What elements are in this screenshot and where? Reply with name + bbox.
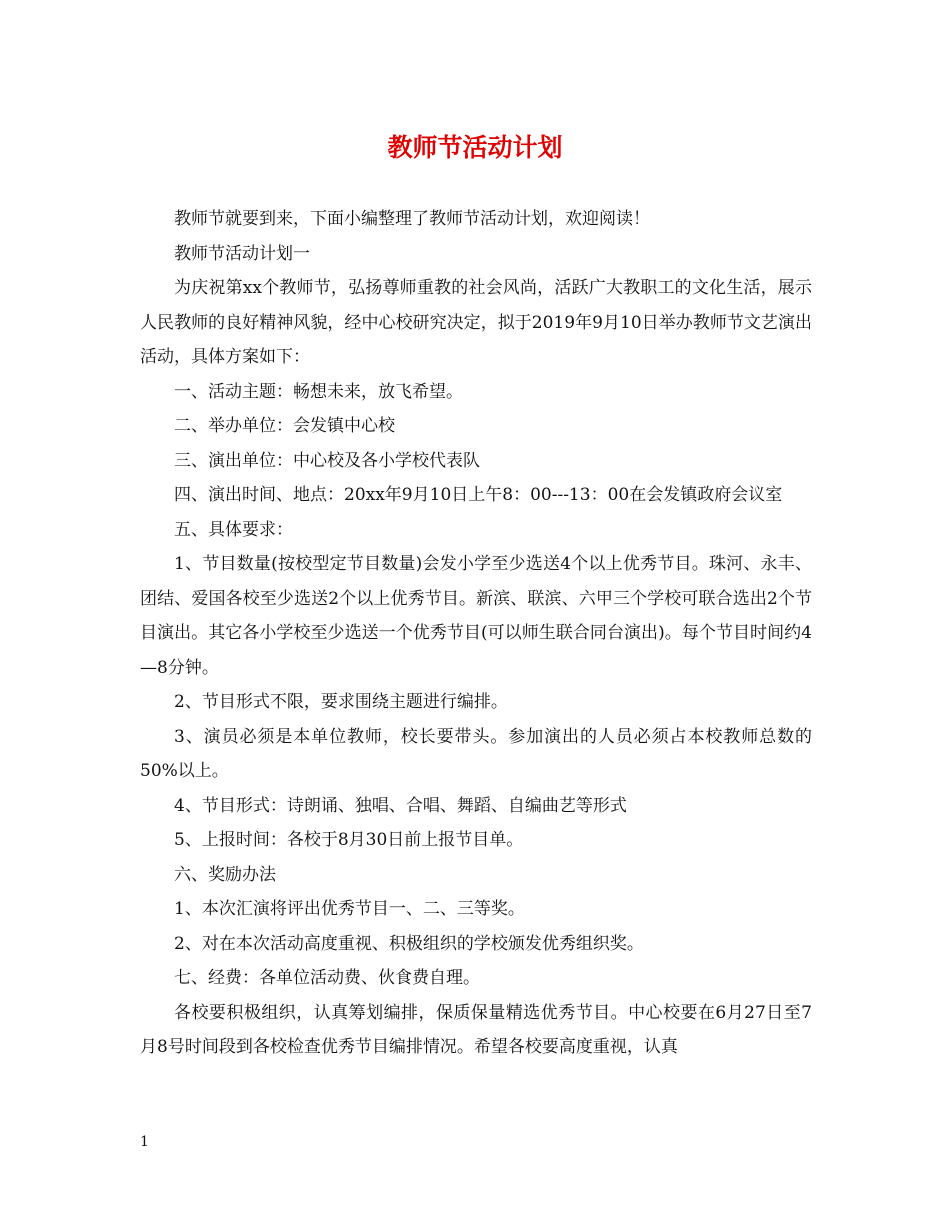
paragraph: 各校要积极组织，认真筹划编排，保质保量精选优秀节目。中心校要在6月27日至7月8号时间段到各校检查优秀节目编排情况。希望各校要高度重视，认真 [140, 1002, 812, 1057]
paragraph: 3、演员必须是本单位教师，校长要带头。参加演出的人员必须占本校教师总数的50%以上。 [140, 726, 812, 781]
document-body [140, 202, 812, 1065]
paragraph: 为庆祝第xx个教师节，弘扬尊师重教的社会风尚，活跃广大教职工的文化生活，展示人民教师的良好精神风貌，经中心校研究决定，拟于2019年9月10日举办教师节文艺演出活动，具体方案如下： [140, 278, 812, 367]
document-title: 教师节活动计划 [387, 133, 563, 162]
paragraph: 5、上报时间：各校于8月30日前上报节目单。 [174, 830, 524, 850]
paragraph: 教师节活动计划一 [174, 243, 310, 264]
paragraph: 五、具体要求： [174, 519, 293, 540]
paragraph: 1、本次汇演将评出优秀节目一、二、三等奖。 [174, 899, 525, 919]
page-number: 1 [140, 1134, 149, 1150]
paragraph: 2、对在本次活动高度重视、积极组织的学校颁发优秀组织奖。 [174, 933, 644, 954]
paragraph: 教师节就要到来，下面小编整理了教师节活动计划，欢迎阅读！ [174, 209, 650, 229]
paragraph: 七、经费：各单位活动费、伙食费自理。 [174, 968, 480, 988]
paragraph: 一、活动主题：畅想未来，放飞希望。 [174, 381, 463, 402]
paragraph: 二、举办单位：会发镇中心校 [174, 416, 395, 436]
paragraph: 4、节目形式：诗朗诵、独唱、合唱、舞蹈、自编曲艺等形式 [174, 795, 627, 816]
paragraph: 四、演出时间、地点：20xx年9月10日上午8：00---13：00在会发镇政府会议室 [174, 485, 783, 505]
paragraph: 1、节目数量(按校型定节目数量)会发小学至少选送4个以上优秀节目。珠河、永丰、团结、爱国各校至少选送2个以上优秀节目。新滨、联滨、六甲三个学校可联合选出2个节目演出。其它各小学校至少选送一个优秀节目(可以师生联合同台演出)。每个节目时间约4—8分钟。 [140, 554, 812, 678]
paragraph: 三、演出单位：中心校及各小学校代表队 [174, 450, 480, 471]
paragraph: 六、奖励办法 [174, 864, 276, 885]
paragraph: 2、节目形式不限，要求围绕主题进行编排。 [174, 692, 508, 712]
